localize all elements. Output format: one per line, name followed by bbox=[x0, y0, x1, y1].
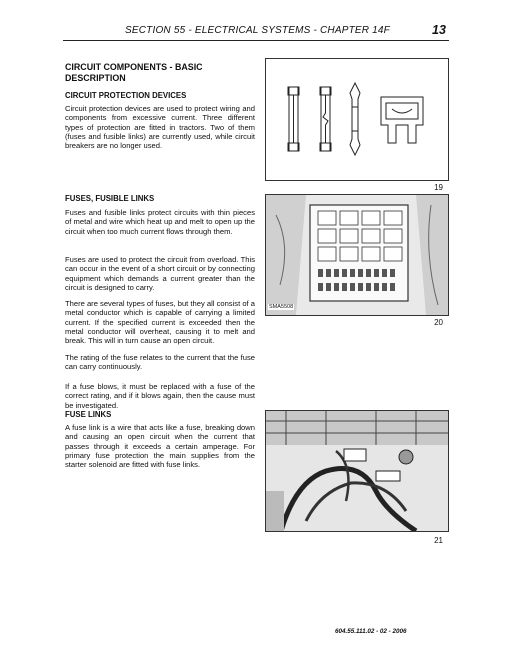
fuses-paragraph-3: There are several types of fuses, but they all consist of a metal conductor which is capable of carrying a limited current. If the specified current is exceeded then the metal conductor will overheat, causing it to melt and break. This will in turn cause an open circuit. bbox=[65, 299, 255, 346]
figure-code: SMA5508 bbox=[269, 304, 294, 310]
figure-fuse-links bbox=[265, 410, 449, 532]
fuse-links-heading: FUSE LINKS bbox=[65, 410, 112, 419]
document-code: 604.55.111.02 - 02 - 2006 bbox=[335, 628, 407, 635]
fuses-heading: FUSES, FUSIBLE LINKS bbox=[65, 194, 155, 203]
fuse-links-photo bbox=[266, 411, 448, 531]
figure-number-20: 20 bbox=[434, 318, 443, 327]
circuit-protection-text: Circuit protection devices are used to protect wiring and components from excessive current. Three different types of protection are fitted in tractors. Two of them (fuses and fusible links) are currently used, while circuit breakers are no longer used. bbox=[65, 104, 255, 151]
section-header: SECTION 55 - ELECTRICAL SYSTEMS - CHAPTER 14F bbox=[125, 25, 390, 36]
circuit-protection-heading: CIRCUIT PROTECTION DEVICES bbox=[65, 91, 187, 100]
figure-number-21: 21 bbox=[434, 536, 443, 545]
figure-number-19: 19 bbox=[434, 183, 443, 192]
fuses-paragraph-1: Fuses and fusible links protect circuits with thin pieces of metal and wire which heat up and melt to open up the circuit when too much current flows through them. bbox=[65, 208, 255, 236]
fuses-paragraph-4: The rating of the fuse relates to the current that the fuse can carry continuously. bbox=[65, 353, 255, 372]
page-number: 13 bbox=[432, 23, 446, 37]
fuse-box-photo bbox=[266, 195, 448, 315]
fuse-links-text: A fuse link is a wire that acts like a fuse, breaking down and causing an open circuit when the current that passes through it exceeds a certain amperage. For primary fuse protection the main supplies from the starter solenoid are fitted with fuse links. bbox=[65, 423, 255, 470]
figure-fuse-types bbox=[265, 58, 449, 181]
page-title: CIRCUIT COMPONENTS - BASIC DESCRIPTION bbox=[65, 62, 203, 83]
header-rule bbox=[63, 40, 449, 41]
fuse-types-illustration bbox=[266, 59, 448, 180]
figure-fuse-box bbox=[265, 194, 449, 316]
fuses-paragraph-2: Fuses are used to protect the circuit from overload. This can occur in the event of a short circuit or by connecting equipment which demands a current greater than the circuit is designed to carry. bbox=[65, 255, 255, 292]
fuses-paragraph-5: If a fuse blows, it must be replaced with a fuse of the correct rating, and if it blows again, then the cause must be investigated. bbox=[65, 382, 255, 410]
